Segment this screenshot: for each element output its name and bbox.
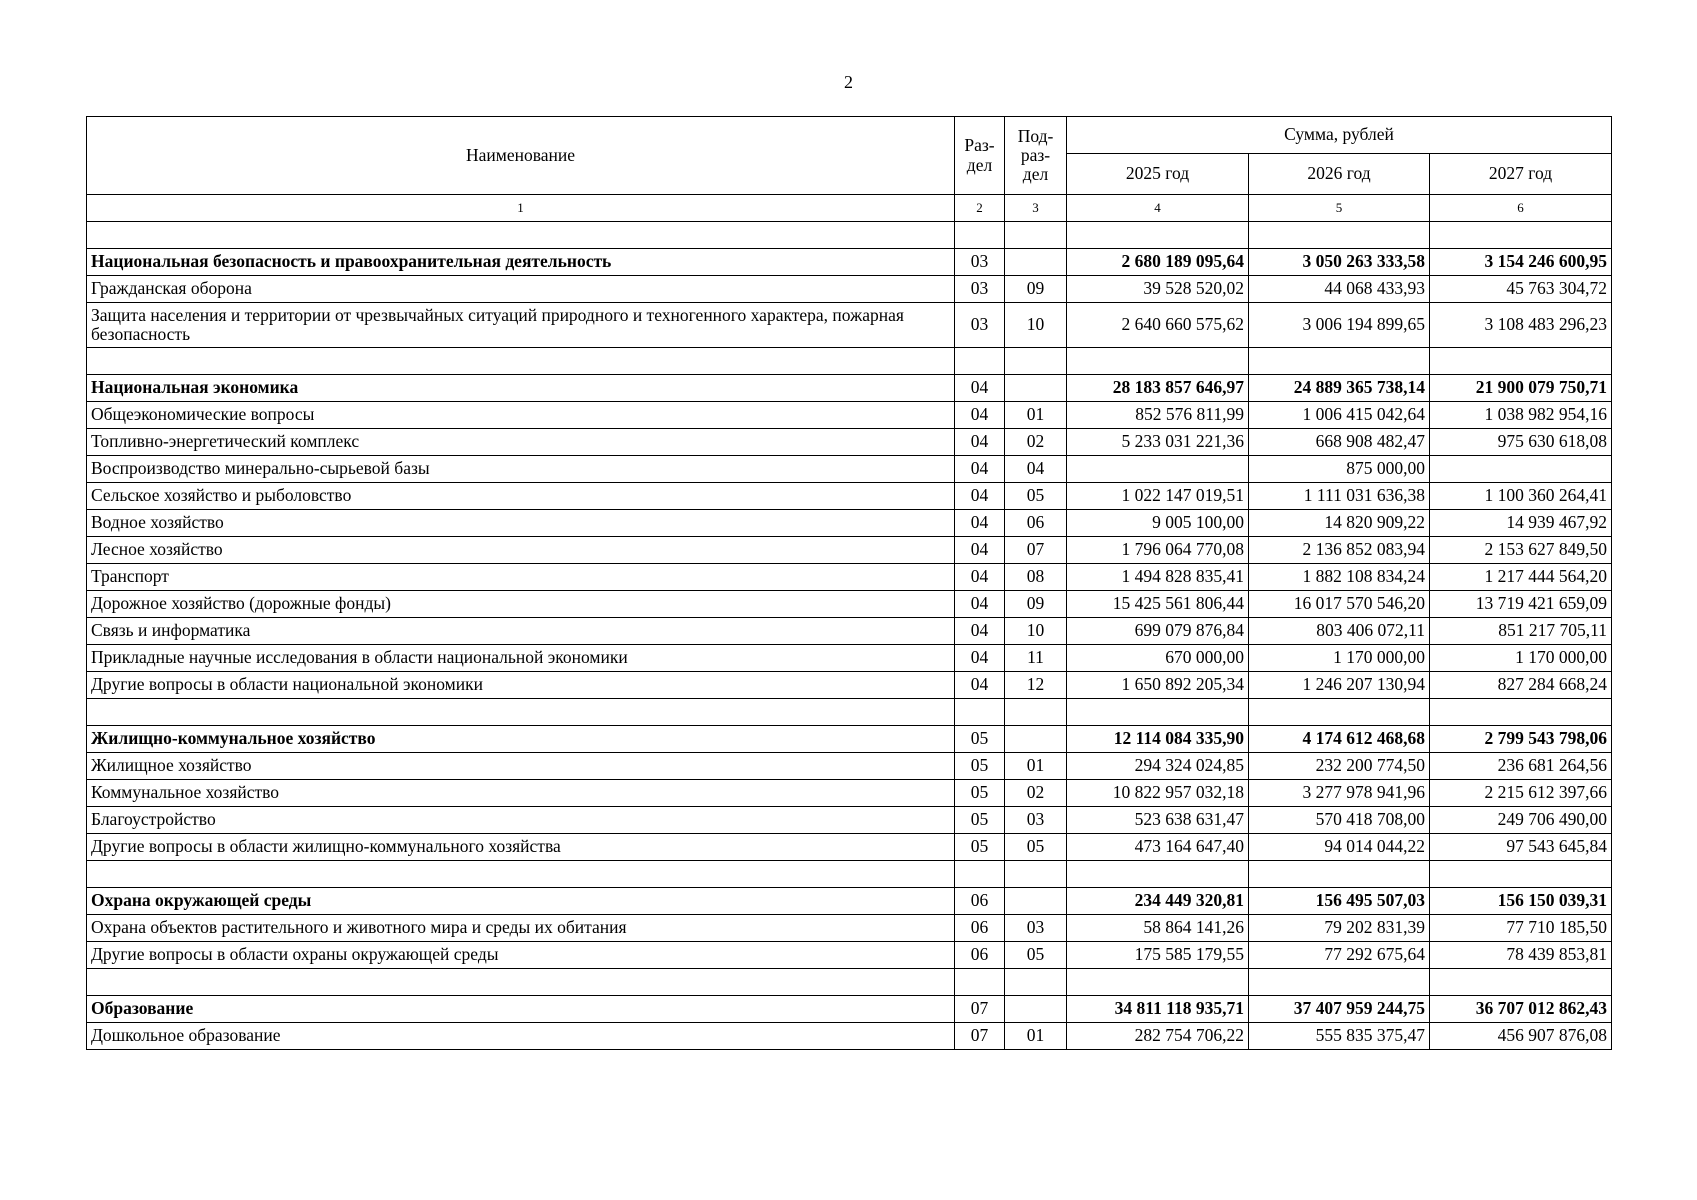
header-section: Раз- дел <box>955 117 1005 195</box>
table-row <box>87 429 1612 456</box>
cell-2027: 2 215 612 397,66 <box>1430 780 1612 807</box>
cell-2026: 1 246 207 130,94 <box>1249 672 1430 699</box>
cell-subsection <box>1005 348 1067 375</box>
cell-2027 <box>1430 969 1612 996</box>
cell-2027: 2 799 543 798,06 <box>1430 726 1612 753</box>
spacer-row <box>87 348 1612 375</box>
header-year-2025: 2025 год <box>1067 154 1249 195</box>
cell-name: Другие вопросы в области охраны окружающей среды <box>87 942 955 969</box>
cell-2027: 1 100 360 264,41 <box>1430 483 1612 510</box>
cell-subsection: 01 <box>1005 753 1067 780</box>
cell-section: 04 <box>955 591 1005 618</box>
cell-2025 <box>1067 861 1249 888</box>
header-subsection: Под- раз- дел <box>1005 117 1067 195</box>
cell-section: 04 <box>955 402 1005 429</box>
table-row <box>87 510 1612 537</box>
cell-2025: 58 864 141,26 <box>1067 915 1249 942</box>
cell-section: 04 <box>955 672 1005 699</box>
cell-2027: 36 707 012 862,43 <box>1430 996 1612 1023</box>
cell-2027 <box>1430 222 1612 249</box>
cell-section: 07 <box>955 996 1005 1023</box>
table-header <box>87 117 1612 222</box>
cell-2025: 294 324 024,85 <box>1067 753 1249 780</box>
cell-2025 <box>1067 222 1249 249</box>
cell-name: Охрана окружающей среды <box>87 888 955 915</box>
cell-2026: 570 418 708,00 <box>1249 807 1430 834</box>
table-row <box>87 942 1612 969</box>
cell-name: Охрана объектов растительного и животного мира и среды их обитания <box>87 915 955 942</box>
cell-subsection <box>1005 699 1067 726</box>
cell-name: Сельское хозяйство и рыболовство <box>87 483 955 510</box>
cell-2026: 37 407 959 244,75 <box>1249 996 1430 1023</box>
cell-2027: 236 681 264,56 <box>1430 753 1612 780</box>
spacer-row <box>87 969 1612 996</box>
cell-section: 06 <box>955 915 1005 942</box>
cell-2025: 234 449 320,81 <box>1067 888 1249 915</box>
cell-2026: 1 006 415 042,64 <box>1249 402 1430 429</box>
cell-name: Прикладные научные исследования в области национальной экономики <box>87 645 955 672</box>
cell-section: 06 <box>955 942 1005 969</box>
cell-section <box>955 969 1005 996</box>
table-row <box>87 537 1612 564</box>
cell-2027 <box>1430 348 1612 375</box>
cell-name: Общеэкономические вопросы <box>87 402 955 429</box>
cell-section: 04 <box>955 537 1005 564</box>
cell-subsection <box>1005 249 1067 276</box>
cell-2026 <box>1249 861 1430 888</box>
cell-subsection: 08 <box>1005 564 1067 591</box>
cell-2026: 1 111 031 636,38 <box>1249 483 1430 510</box>
spacer-row <box>87 699 1612 726</box>
header-year-2027: 2027 год <box>1430 154 1612 195</box>
cell-2027: 3 154 246 600,95 <box>1430 249 1612 276</box>
cell-2025: 28 183 857 646,97 <box>1067 375 1249 402</box>
cell-section <box>955 699 1005 726</box>
cell-2027: 77 710 185,50 <box>1430 915 1612 942</box>
col-number-4: 4 <box>1067 195 1249 222</box>
budget-table <box>86 116 1612 1050</box>
cell-2025: 12 114 084 335,90 <box>1067 726 1249 753</box>
cell-2026: 94 014 044,22 <box>1249 834 1430 861</box>
cell-2026 <box>1249 699 1430 726</box>
cell-2025: 1 650 892 205,34 <box>1067 672 1249 699</box>
cell-name: Воспроизводство минерально-сырьевой базы <box>87 456 955 483</box>
cell-subsection: 05 <box>1005 834 1067 861</box>
cell-2027: 78 439 853,81 <box>1430 942 1612 969</box>
cell-name: Благоустройство <box>87 807 955 834</box>
cell-2025 <box>1067 699 1249 726</box>
cell-subsection: 03 <box>1005 807 1067 834</box>
cell-subsection: 06 <box>1005 510 1067 537</box>
cell-2026: 77 292 675,64 <box>1249 942 1430 969</box>
table-row <box>87 1023 1612 1050</box>
cell-name: Коммунальное хозяйство <box>87 780 955 807</box>
cell-name: Гражданская оборона <box>87 276 955 303</box>
cell-2026: 16 017 570 546,20 <box>1249 591 1430 618</box>
cell-2026: 79 202 831,39 <box>1249 915 1430 942</box>
cell-name <box>87 348 955 375</box>
cell-section: 03 <box>955 303 1005 348</box>
cell-2027: 827 284 668,24 <box>1430 672 1612 699</box>
table-row <box>87 402 1612 429</box>
cell-2027: 975 630 618,08 <box>1430 429 1612 456</box>
cell-2025: 670 000,00 <box>1067 645 1249 672</box>
section-total-row <box>87 888 1612 915</box>
table-row <box>87 753 1612 780</box>
table-row <box>87 456 1612 483</box>
cell-subsection <box>1005 996 1067 1023</box>
cell-name <box>87 969 955 996</box>
cell-2025: 2 680 189 095,64 <box>1067 249 1249 276</box>
cell-section: 04 <box>955 456 1005 483</box>
cell-section: 04 <box>955 510 1005 537</box>
cell-2026: 44 068 433,93 <box>1249 276 1430 303</box>
cell-name: Национальная экономика <box>87 375 955 402</box>
cell-2026: 232 200 774,50 <box>1249 753 1430 780</box>
section-total-row <box>87 249 1612 276</box>
cell-subsection <box>1005 969 1067 996</box>
cell-2026: 3 006 194 899,65 <box>1249 303 1430 348</box>
cell-name <box>87 699 955 726</box>
cell-2026: 1 170 000,00 <box>1249 645 1430 672</box>
cell-section: 05 <box>955 753 1005 780</box>
cell-2027: 1 038 982 954,16 <box>1430 402 1612 429</box>
cell-name: Национальная безопасность и правоохранительная деятельность <box>87 249 955 276</box>
cell-2025: 852 576 811,99 <box>1067 402 1249 429</box>
cell-subsection: 01 <box>1005 1023 1067 1050</box>
table-row <box>87 834 1612 861</box>
cell-subsection <box>1005 222 1067 249</box>
cell-name: Связь и информатика <box>87 618 955 645</box>
table-row <box>87 780 1612 807</box>
cell-2026: 3 277 978 941,96 <box>1249 780 1430 807</box>
cell-name: Жилищное хозяйство <box>87 753 955 780</box>
cell-2027 <box>1430 456 1612 483</box>
cell-2025: 282 754 706,22 <box>1067 1023 1249 1050</box>
cell-section <box>955 222 1005 249</box>
cell-section: 04 <box>955 618 1005 645</box>
cell-2027: 45 763 304,72 <box>1430 276 1612 303</box>
cell-section: 04 <box>955 375 1005 402</box>
cell-name: Образование <box>87 996 955 1023</box>
cell-2025: 2 640 660 575,62 <box>1067 303 1249 348</box>
cell-2025 <box>1067 348 1249 375</box>
cell-name: Лесное хозяйство <box>87 537 955 564</box>
cell-name: Защита населения и территории от чрезвычайных ситуаций природного и техногенного характера, пожарная безопасность <box>87 303 955 348</box>
cell-2027: 456 907 876,08 <box>1430 1023 1612 1050</box>
cell-2025: 10 822 957 032,18 <box>1067 780 1249 807</box>
cell-subsection: 04 <box>1005 456 1067 483</box>
cell-subsection: 02 <box>1005 780 1067 807</box>
cell-2026: 4 174 612 468,68 <box>1249 726 1430 753</box>
cell-2026: 668 908 482,47 <box>1249 429 1430 456</box>
table-row <box>87 807 1612 834</box>
cell-2026 <box>1249 222 1430 249</box>
col-number-6: 6 <box>1430 195 1612 222</box>
cell-2025: 1 022 147 019,51 <box>1067 483 1249 510</box>
cell-2026: 803 406 072,11 <box>1249 618 1430 645</box>
cell-2026: 156 495 507,03 <box>1249 888 1430 915</box>
cell-2025: 1 494 828 835,41 <box>1067 564 1249 591</box>
table-row <box>87 915 1612 942</box>
cell-2027: 2 153 627 849,50 <box>1430 537 1612 564</box>
cell-subsection: 11 <box>1005 645 1067 672</box>
cell-2027: 249 706 490,00 <box>1430 807 1612 834</box>
cell-2025 <box>1067 456 1249 483</box>
cell-subsection: 10 <box>1005 303 1067 348</box>
cell-subsection: 01 <box>1005 402 1067 429</box>
table-body <box>87 222 1612 1050</box>
cell-subsection: 03 <box>1005 915 1067 942</box>
cell-subsection: 09 <box>1005 276 1067 303</box>
cell-2026: 3 050 263 333,58 <box>1249 249 1430 276</box>
table-row <box>87 483 1612 510</box>
cell-section: 04 <box>955 429 1005 456</box>
cell-section: 07 <box>955 1023 1005 1050</box>
col-number-2: 2 <box>955 195 1005 222</box>
cell-subsection: 12 <box>1005 672 1067 699</box>
cell-subsection: 09 <box>1005 591 1067 618</box>
cell-subsection: 02 <box>1005 429 1067 456</box>
cell-subsection <box>1005 888 1067 915</box>
cell-name: Транспорт <box>87 564 955 591</box>
cell-2025: 15 425 561 806,44 <box>1067 591 1249 618</box>
cell-2025: 699 079 876,84 <box>1067 618 1249 645</box>
cell-2027: 3 108 483 296,23 <box>1430 303 1612 348</box>
header-year-2026: 2026 год <box>1249 154 1430 195</box>
cell-2026 <box>1249 969 1430 996</box>
cell-2025: 5 233 031 221,36 <box>1067 429 1249 456</box>
cell-2027: 156 150 039,31 <box>1430 888 1612 915</box>
table-row <box>87 564 1612 591</box>
cell-2026: 14 820 909,22 <box>1249 510 1430 537</box>
section-total-row <box>87 996 1612 1023</box>
cell-name: Жилищно-коммунальное хозяйство <box>87 726 955 753</box>
cell-2025: 39 528 520,02 <box>1067 276 1249 303</box>
cell-name: Другие вопросы в области жилищно-коммунального хозяйства <box>87 834 955 861</box>
page-number: 2 <box>844 72 853 92</box>
table-row <box>87 645 1612 672</box>
cell-subsection <box>1005 726 1067 753</box>
cell-section: 03 <box>955 249 1005 276</box>
cell-2026: 24 889 365 738,14 <box>1249 375 1430 402</box>
cell-section: 05 <box>955 726 1005 753</box>
cell-name: Топливно-энергетический комплекс <box>87 429 955 456</box>
cell-2025: 175 585 179,55 <box>1067 942 1249 969</box>
table-row <box>87 672 1612 699</box>
cell-2027: 1 170 000,00 <box>1430 645 1612 672</box>
cell-2027: 21 900 079 750,71 <box>1430 375 1612 402</box>
cell-2025: 473 164 647,40 <box>1067 834 1249 861</box>
table-row <box>87 303 1612 348</box>
cell-2026: 875 000,00 <box>1249 456 1430 483</box>
cell-subsection: 07 <box>1005 537 1067 564</box>
cell-name: Другие вопросы в области национальной экономики <box>87 672 955 699</box>
cell-2025: 34 811 118 935,71 <box>1067 996 1249 1023</box>
col-number-3: 3 <box>1005 195 1067 222</box>
cell-section: 04 <box>955 483 1005 510</box>
cell-name: Водное хозяйство <box>87 510 955 537</box>
cell-section <box>955 861 1005 888</box>
cell-2025 <box>1067 969 1249 996</box>
cell-section: 04 <box>955 564 1005 591</box>
cell-2027: 851 217 705,11 <box>1430 618 1612 645</box>
cell-2027: 14 939 467,92 <box>1430 510 1612 537</box>
cell-name <box>87 222 955 249</box>
table-row <box>87 618 1612 645</box>
cell-section: 06 <box>955 888 1005 915</box>
section-total-row <box>87 375 1612 402</box>
header-sum: Сумма, рублей <box>1067 117 1612 154</box>
col-number-1: 1 <box>87 195 955 222</box>
cell-subsection: 05 <box>1005 942 1067 969</box>
spacer-row <box>87 861 1612 888</box>
cell-2026: 555 835 375,47 <box>1249 1023 1430 1050</box>
spacer-row <box>87 222 1612 249</box>
cell-2025: 9 005 100,00 <box>1067 510 1249 537</box>
cell-2026: 2 136 852 083,94 <box>1249 537 1430 564</box>
cell-subsection <box>1005 861 1067 888</box>
cell-name: Дорожное хозяйство (дорожные фонды) <box>87 591 955 618</box>
cell-subsection <box>1005 375 1067 402</box>
cell-section: 03 <box>955 276 1005 303</box>
cell-2026: 1 882 108 834,24 <box>1249 564 1430 591</box>
cell-2027: 97 543 645,84 <box>1430 834 1612 861</box>
header-name: Наименование <box>87 117 955 195</box>
cell-2026 <box>1249 348 1430 375</box>
cell-section: 05 <box>955 780 1005 807</box>
cell-name <box>87 861 955 888</box>
cell-section: 04 <box>955 645 1005 672</box>
cell-2027 <box>1430 861 1612 888</box>
col-number-5: 5 <box>1249 195 1430 222</box>
table-row <box>87 591 1612 618</box>
cell-2027 <box>1430 699 1612 726</box>
cell-subsection: 10 <box>1005 618 1067 645</box>
cell-name: Дошкольное образование <box>87 1023 955 1050</box>
cell-subsection: 05 <box>1005 483 1067 510</box>
cell-2025: 1 796 064 770,08 <box>1067 537 1249 564</box>
cell-2025: 523 638 631,47 <box>1067 807 1249 834</box>
cell-section: 05 <box>955 834 1005 861</box>
table-row <box>87 276 1612 303</box>
cell-2027: 13 719 421 659,09 <box>1430 591 1612 618</box>
cell-section: 05 <box>955 807 1005 834</box>
cell-2027: 1 217 444 564,20 <box>1430 564 1612 591</box>
cell-section <box>955 348 1005 375</box>
section-total-row <box>87 726 1612 753</box>
